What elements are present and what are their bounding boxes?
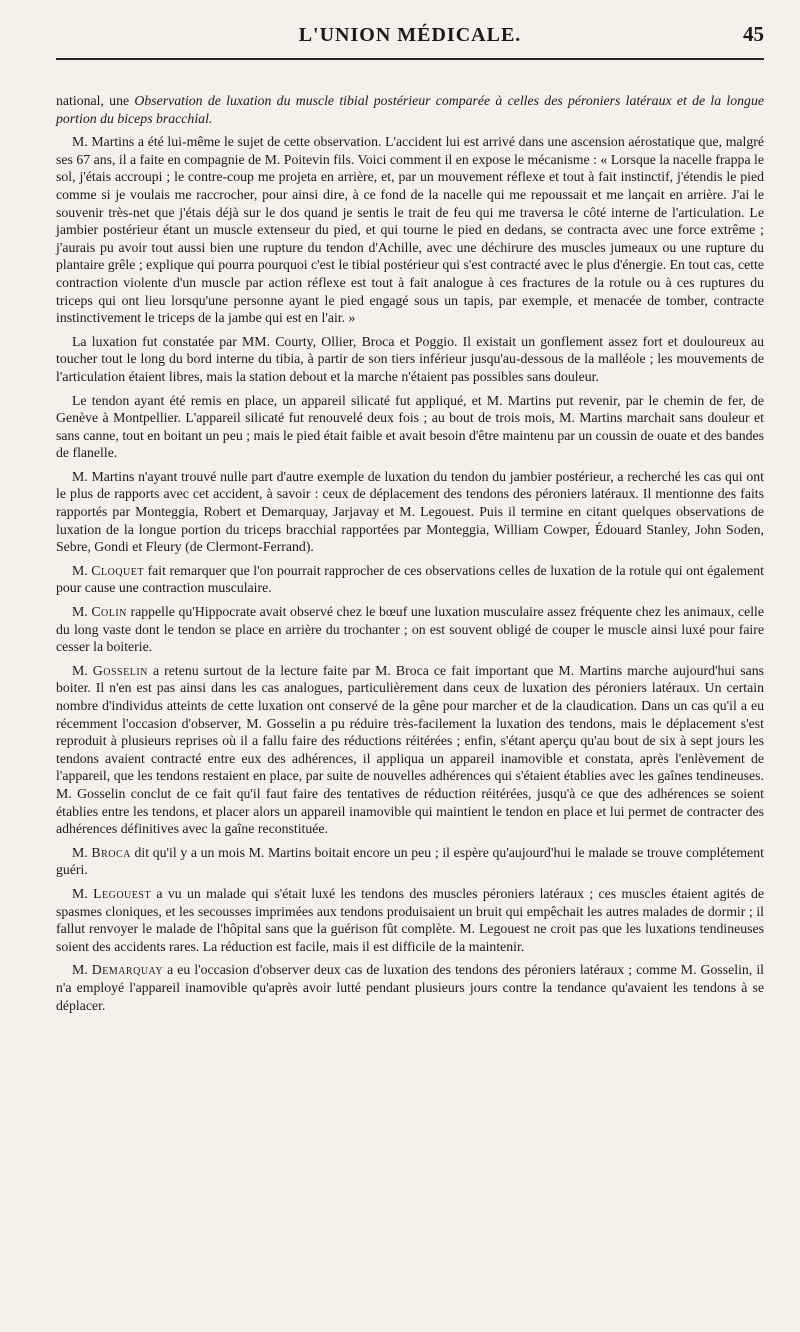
- text-run: a eu l'occasion d'observer deux cas de luxation des tendons des péroniers latéraux ; comme M. Gosselin, il n'a employé l'appareil inamovible qu'après avoir lutté pendant plusieurs jours contre la tendance qu'avaient les tendons à se déplacer.: [56, 962, 764, 1013]
- speaker-name: Gosselin: [92, 662, 148, 678]
- text-run: La luxation fut constatée par MM. Courty, Ollier, Broca et Poggio. Il existait un gonflement assez fort et douloureux au toucher tout le long du bord interne du tibia, à partir de son tiers inférieur jusqu'au-dessous de la malléole ; les mouvements de l'articulation étaient libres, mais la station debout et la marche n'étaient pas possibles sans douleur.: [56, 333, 764, 384]
- paragraph: [56, 603, 764, 656]
- text-run: M.: [72, 604, 92, 620]
- text-run: a vu un malade qui s'était luxé les tendons des muscles péroniers latéraux ; ces muscles étaient agités de spasmes cloniques, et les secousses imprimées aux tendons produisaient un bruit qui empêchait les autres malades de dormir ; il fallut renvoyer le malade de l'hôpital sans que la guérison fût complète. M. Legouest ne croit pas que les luxations tendineuses soient des accidents rares. La réduction est facile, mais il est difficile de la maintenir.: [56, 885, 765, 954]
- text-run: M.: [72, 844, 92, 860]
- paragraph: [56, 133, 764, 327]
- speaker-name: Demarquay: [91, 962, 164, 978]
- paragraph: [56, 885, 764, 955]
- paragraph: [56, 92, 764, 127]
- text-run: M.: [72, 962, 92, 978]
- text-run: M. Martins a été lui-même le sujet de cette observation. L'accident lui est arrivé dans une ascension aérostatique que, malgré ses 67 ans, il a faite en compagnie de M. Poitevin fils. Voici comment il en expose le mécanisme : « Lorsque la nacelle frappa le sol, j'étais accroupi ; le contre-coup me projeta en arrière, et, par un mouvement réflexe et tout à fait instinctif, j'étendis le pied comme si je voulais me raccrocher, pour ainsi dire, à ce fond de la nacelle qui me repoussait et me lançait en arrière. J'ai le souvenir très-net que j'étais déjà sur le dos quand je sentis le trait de feu qui me traversa le côté interne de l'articulation. Le jambier postérieur étant un muscle extenseur du pied, et qui tourne le pied en dedans, se contracta avec une force extrême ; j'aurais pu avoir tout aussi bien une rupture du tendon d'Achille, avec une déchirure des muscles jumeaux ou une rupture du plantaire grêle ; explique qui pourra pourquoi c'est le tibial postérieur qui s'est contracté avec le plus d'énergie. En tout cas, cette contraction violente d'un muscle par action réflexe est tout à fait analogue à ces fractures de la rotule ou à ces ruptures du triceps qui ont lieu lorsqu'une personne ayant le pied engagé sous un tapis, par exemple, et menacée de tomber, contracte instinctivement le triceps de la jambe qui est en l'air. »: [56, 134, 764, 326]
- text-run: M.: [72, 885, 94, 901]
- text-run: rappelle qu'Hippocrate avait observé chez le bœuf une luxation musculaire assez fréquente chez les animaux, celle du long vaste dont le tendon se place en arrière du trochanter ; on est souvent obligé de couper le muscle ainsi luxé pour faire cesser la boiterie.: [56, 604, 764, 655]
- text-run: M. Martins n'ayant trouvé nulle part d'autre exemple de luxation du tendon du jambier postérieur, a recherché les cas qui ont le plus de rapports avec cet accident, à savoir : ceux de déplacement des tendons des péroniers latéraux. Il mentionne des faits rapportés par Monteggia, Robert et Demarquay, Jarjavay et M. Legouest. Puis il termine en citant quelques observations de luxation de la longue portion du triceps bracchial rapportées par Monteggia, William Cowper, Édouard Stanley, John Soden, Sebre, Gondi et Fleury (de Clermont-Ferrand).: [56, 468, 764, 555]
- speaker-name: Legouest: [93, 885, 152, 901]
- page-number: 45: [743, 22, 764, 46]
- speaker-name: Colin: [91, 604, 127, 620]
- text-run: national, une: [56, 93, 135, 108]
- article-body: [56, 92, 764, 1014]
- text-run: fait remarquer que l'on pourrait rapprocher de ces observations celles de luxation de la rotule qui ont également pour cause une contraction musculaire.: [56, 562, 764, 596]
- paragraph: [56, 844, 764, 879]
- page-header: [56, 18, 764, 60]
- paragraph: [56, 333, 764, 386]
- paragraph: [56, 468, 764, 556]
- text-run: dit qu'il y a un mois M. Martins boitait encore un peu ; il espère qu'aujourd'hui le malade se trouve complétement guéri.: [56, 844, 764, 878]
- italic-text: Observation de luxation du muscle tibial postérieur comparée à celles des péroniers latéraux et de la longue portion du biceps bracchial.: [56, 93, 764, 126]
- text-run: Le tendon ayant été remis en place, un appareil silicaté fut appliqué, et M. Martins put revenir, par le chemin de fer, de Genève à Montpellier. L'appareil silicaté fut renouvelé deux fois ; au bout de trois mois, M. Martins marchait sans douleur et sans canne, tout en boitant un peu ; mais le pied était faible et avait besoin d'être maintenu par un coussin de ouate et des bandes de flanelle.: [56, 392, 764, 461]
- speaker-name: Cloquet: [91, 562, 144, 578]
- speaker-name: Broca: [91, 844, 131, 860]
- paragraph: [56, 961, 764, 1014]
- text-run: a retenu surtout de la lecture faite par M. Broca ce fait important que M. Martins marche aujourd'hui sans boiter. Il n'en est pas ainsi dans les cas analogues, particulièrement dans ceux de luxation des péroniers latéraux. Un certain nombre d'individus atteints de cette luxation ont conservé de la gêne pour marcher et de la claudication. Dans un cas qu'il a eu récemment l'occasion d'observer, M. Gosselin a pu réduire très-facilement la luxation des tendons, mais le déplacement s'est reproduit à plusieurs reprises où il a fallu faire des réductions réitérées ; enfin, s'étant aperçu qu'au bout de six à sept jours les tendons avaient contracté entre eux des adhérences, il appliqua un appareil inamovible et constata, après l'enlèvement de l'appareil, que les tendons restaient en place, par suite de nouvelles adhérences qui s'étaient établies avec les gaînes tendineuses. M. Gosselin conclut de ce fait qu'il faut faire des tentatives de réduction réitérées, jusqu'à ce que des adhérences se soient établies entre les tendons, et placer alors un appareil inamovible qui maintient le tendon en place et lui permet de contracter des adhérences définitives avec la gaîne reconstituée.: [56, 662, 764, 837]
- paragraph: [56, 662, 764, 838]
- paragraph: [56, 562, 764, 597]
- paragraph: [56, 392, 764, 462]
- text-run: M.: [72, 662, 93, 678]
- running-title: L'UNION MÉDICALE.: [298, 24, 522, 46]
- text-run: M.: [72, 562, 92, 578]
